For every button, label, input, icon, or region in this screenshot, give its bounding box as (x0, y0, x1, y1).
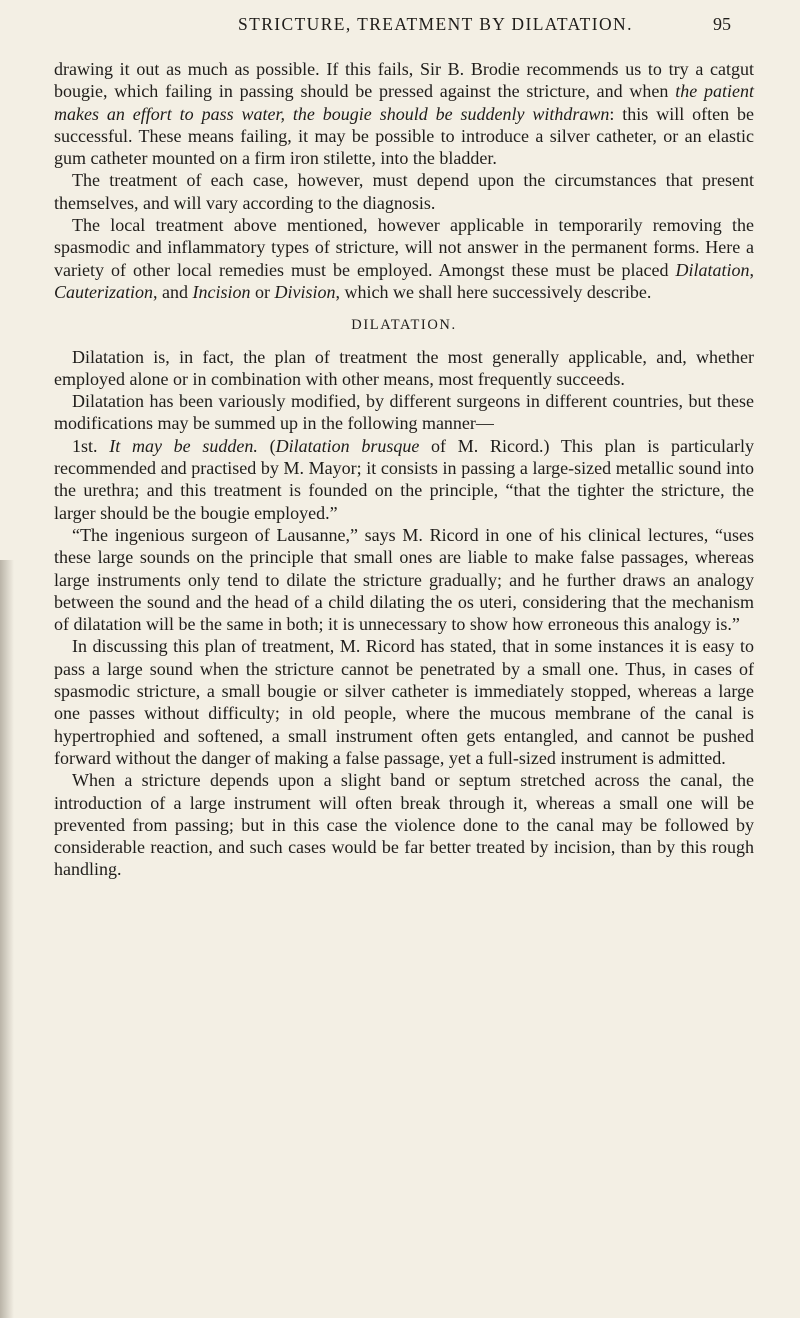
paragraph-1-text-b: : this will often be successful. These means failing, it may be possible to introduce a silver catheter, or an elastic gum catheter mounted on a firm iron stilette, into the bladder. (54, 103, 754, 169)
paragraph-6-open: ( (257, 435, 276, 456)
paragraph-3-text-b: , which we shall here successively describe. (335, 281, 652, 302)
paragraph-6-sudden: It may be sudden. (109, 435, 258, 456)
paragraph-7: “The ingenious surgeon of Lausanne,” says M. Ricord in one of his clinical lectures, “uses these large sounds on the principle that small ones are liable to make false passages, whereas large instruments only tend to dilate the stricture gradually; and he further draws an analogy between the sound and the head of a child dilating the os uteri, considering that the mechanism of dilatation will be the same in both; it is unnecessary to show how erroneous this analogy is.” (54, 524, 754, 635)
paragraph-1-italic: the patient makes an effort to pass water, the bougie should be suddenly withdrawn (54, 81, 754, 124)
section-heading: DILATATION. (351, 317, 457, 334)
paragraph-8: In discussing this plan of treatment, M. Ricord has stated, that in some instances it is easy to pass a large sound when the stricture cannot be penetrated by a small one. Thus, in cases of spasmodic stricture, a small bougie or silver catheter is immediately stopped, whereas a large one passes without difficulty; in old people, where the mucous membrane of the canal is hypertrophied and softened, a small instrument often gets entangled, and cannot be pushed forward without the danger of making a false passage, yet a full-sized instrument is admitted. (54, 636, 754, 768)
running-head: STRICTURE, TREATMENT BY DILATATION. (238, 14, 633, 34)
paragraph-6-text-b: of M. Ricord.) This plan is particularly recommended and practised by M. Mayor; it consists in passing a large-sized metallic sound into the urethra; and this treatment is founded on the principle, “that the tighter the stricture, the larger should be the bougie employed.” (54, 435, 754, 523)
paragraph-4: Dilatation is, in fact, the plan of treatment the most generally applicable, and, whether employed alone or in combination with other means, most frequently succeeds. (54, 346, 754, 389)
term-incision: Incision (192, 281, 251, 302)
page-number: 95 (713, 14, 731, 34)
paragraph-3-text-a: The local treatment above mentioned, however applicable in temporarily removing the spasmodic and inflammatory types of stricture, will not answer in the permanent forms. Here a variety of other local remedies must be employed. Amongst these must be placed (54, 215, 754, 280)
paragraph-2: The treatment of each case, however, must depend upon the circumstances that present themselves, and will vary according to the diagnosis. (54, 170, 754, 213)
page-edge-shadow (0, 560, 14, 1318)
term-division: Division (274, 281, 336, 302)
paragraph-3-sep-2: , and (153, 281, 193, 302)
paragraph-1-text-a: drawing it out as much as possible. If this fails, Sir B. Brodie recommends us to try a catgut bougie, which failing in passing should be pressed against the stricture, and when (54, 59, 754, 102)
paragraph-6 (54, 435, 754, 524)
paragraph-3 (54, 214, 754, 303)
term-dilatation-brusque: Dilatation brusque (275, 435, 420, 456)
paragraph-6-number: 1st. (72, 435, 110, 456)
term-dilatation: Dilatation (675, 259, 750, 280)
paragraph-3-sep-1: , (749, 259, 754, 280)
term-cauterization: Cauterization (54, 281, 154, 302)
paragraph-3-sep-3: or (250, 281, 275, 302)
paragraph-5: Dilatation has been variously modified, by different surgeons in different countries, but these modifications may be summed up in the following manner— (54, 391, 754, 434)
body-text (54, 58, 754, 881)
paragraph-9: When a stricture depends upon a slight band or septum stretched across the canal, the introduction of a large instrument will often break through it, whereas a small one will be prevented from passing; but in this case the violence done to the canal may be followed by considerable reaction, and such cases would be far better treated by incision, than by this rough handling. (54, 770, 754, 880)
paragraph-1 (54, 58, 754, 169)
